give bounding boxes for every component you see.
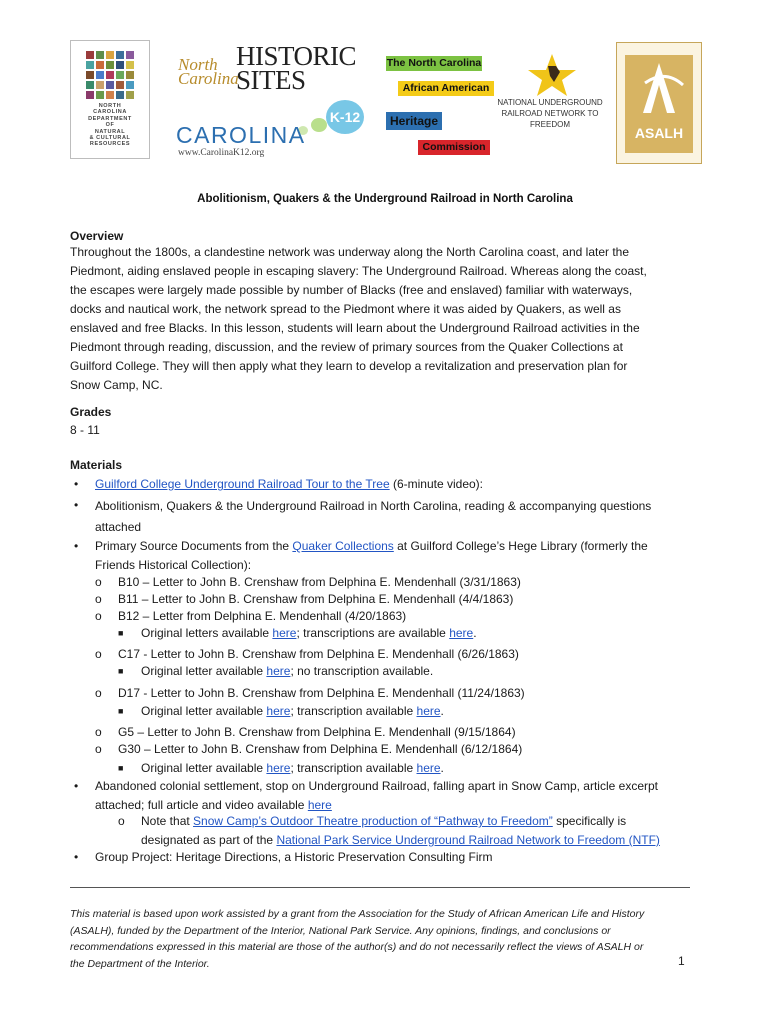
list-item-text: Abandoned colonial settlement, stop on Underground Railroad, falling apart in Snow Camp, article excerpt [95,779,658,793]
sub-sub-text: Original letter available [141,761,267,775]
list-item [95,777,658,815]
footer-disclaimer [70,906,690,972]
sub-sub-item [141,662,433,681]
circle-bullet-icon: o [95,609,102,623]
c17-letter-link[interactable]: here [266,664,291,678]
sub-sub-text: Original letters available [141,626,273,640]
sub-sub-item [141,759,444,778]
bullet-icon: • [74,850,79,864]
d17-letter-link[interactable]: here [266,704,291,718]
sub-item-c17: C17 - Letter to John B. Crenshaw from Delphina E. Mendenhall (6/26/1863) [118,647,519,661]
sub-sub-text: . [440,704,444,718]
overview-line: Snow Camp, NC. [70,378,163,392]
aahc-logo-line: African American [398,81,494,96]
overview-line: docks and nautical work, the network spread to the Piedmont where it was aided by Quakers, as well as [70,302,621,316]
list-item [95,537,648,575]
asalh-text: ASALH [634,125,684,141]
materials-heading: Materials [70,458,123,472]
sub-sub-text: ; transcription available [290,761,417,775]
note-item [141,812,660,850]
quaker-collections-link[interactable]: Quaker Collections [292,539,394,553]
ncdnr-line: OF [105,122,115,129]
ncdnr-line: CAROLINA [93,109,127,116]
page-number: 1 [678,954,685,968]
sub-item-g30: G30 – Letter to John B. Crenshaw from Delphina E. Mendenhall (6/12/1864) [118,742,523,756]
ncdnr-line: NORTH [98,103,122,109]
circle-bullet-icon: o [95,647,102,661]
bullet-icon: • [74,779,79,793]
nps-ntf-link[interactable]: National Park Service Underground Railroad Network to Freedom (NTF) [276,833,660,847]
bubble-icon [311,118,327,132]
g30-letter-link[interactable]: here [266,761,291,775]
ncdnr-logo [70,40,150,159]
sub-sub-text: Original letter available [141,704,267,718]
tour-video-link[interactable]: Guilford College Underground Railroad Tour to the Tree [95,477,390,491]
sub-sub-text: . [473,626,477,640]
overview-line: Piedmont through reading, discussion, and the review of primary sources from the Quaker Collections at [70,340,623,354]
historic-sites-text: HISTORIC SITES [236,41,357,95]
sub-item-b10: B10 – Letter to John B. Crenshaw from Delphina E. Mendenhall (3/31/1863) [118,575,521,589]
sub-item-b12: B12 – Letter from Delphina E. Mendenhall (4/20/1863) [118,609,407,623]
b12-letters-link[interactable]: here [272,626,297,640]
list-item [95,475,483,494]
bullet-icon: • [74,477,79,491]
list-item [95,496,651,538]
pathway-to-freedom-link[interactable]: Snow Camp’s Outdoor Theatre production of “Pathway to Freedom” [193,814,553,828]
list-item-text: attached [95,520,142,534]
historic-nc-text: North Carolina [178,55,239,88]
b12-transcriptions-link[interactable]: here [449,626,474,640]
sub-sub-text: ; transcription available [290,704,417,718]
note-text: Note that [141,814,194,828]
list-item-text: Friends Historical Collection): [95,558,252,572]
bullet-icon: • [74,498,79,512]
list-item-text: at Guilford College’s Hege Library (formerly the [393,539,648,553]
overview-line: enslaved and free Blacks. In this lesson, students will learn about the Underground Railroad activities in the [70,321,640,335]
circle-bullet-icon: o [95,686,102,700]
ncdnr-mosaic-icon [86,51,134,99]
ugrr-text: NATIONAL UNDERGROUND RAILROAD NETWORK TO FREEDOM [497,98,603,129]
list-item: Group Project: Heritage Directions, a Historic Preservation Consulting Firm [95,850,493,864]
footer-divider [70,887,690,888]
list-item-text: Abolitionism, Quakers & the Underground Railroad in North Carolina, reading & accompanying questions [95,499,652,513]
square-bullet-icon: ■ [118,628,124,638]
list-item-text: (6-minute video): [389,477,483,491]
overview-line: Guilford College. They will then apply what they learn to develop a revitalization and preservation plan for [70,359,628,373]
ugrr-network-logo [490,52,610,142]
circle-bullet-icon: o [95,575,102,589]
ncdnr-line: RESOURCES [89,141,131,148]
asalh-logo [616,42,702,164]
asalh-emblem-icon [625,55,693,125]
aahc-logo-line: Heritage [386,112,442,130]
ncdnr-line: DEPARTMENT [88,115,132,122]
circle-bullet-icon: o [95,742,102,756]
overview-line: the escapes were largely made possible by number of Blacks (free and enslaved) familiar with waterways, [70,283,633,297]
carolina-text: CAROLINA [176,122,306,148]
sub-sub-item [141,624,477,643]
footer-line: This material is based upon work assisted by a grant from the Association for the Study of African American Life and History [70,908,645,920]
square-bullet-icon: ■ [118,706,124,716]
overview-heading: Overview [70,229,124,243]
note-text: specifically is [552,814,627,828]
k12-url: www.CarolinaK12.org [178,148,265,158]
note-text: designated as part of the [141,833,277,847]
overview-paragraph [70,243,700,395]
sub-item-g5: G5 – Letter to John B. Crenshaw from Delphina E. Mendenhall (9/15/1864) [118,725,516,739]
sub-sub-item [141,702,444,721]
ncdnr-line: & CULTURAL [89,135,131,142]
star-icon [490,52,610,98]
overview-line: Piedmont, aiding enslaved people in escaping slavery: The Underground Railroad. Whereas along the coast, [70,264,647,278]
footer-line: (ASALH), funded by the Department of the Interior, National Park Service. Any opinions, findings, and conclusions or [70,924,611,937]
footer-line: the Department of the Interior. [70,957,210,970]
nc-historic-sites-logo [178,41,358,95]
grades-heading: Grades [70,405,112,419]
square-bullet-icon: ■ [118,666,124,676]
ncdnr-line: NATURAL [94,128,126,135]
list-item-text: Primary Source Documents from the [95,539,293,553]
d17-transcription-link[interactable]: here [416,704,441,718]
circle-bullet-icon: o [95,592,102,606]
overview-line: Throughout the 1800s, a clandestine network was underway along the North Carolina coast, and later the [70,245,630,259]
circle-bullet-icon: o [95,725,102,739]
sub-sub-text: Original letter available [141,664,267,678]
document-title: Abolitionism, Quakers & the Underground Railroad in North Carolina [197,193,573,205]
circle-bullet-icon: o [118,814,125,828]
sub-item-b11: B11 – Letter to John B. Crenshaw from Delphina E. Mendenhall (4/4/1863) [118,592,514,606]
snow-camp-article-link[interactable]: here [307,798,332,812]
sub-item-d17: D17 - Letter to John B. Crenshaw from Delphina E. Mendenhall (11/24/1863) [118,686,525,700]
carolina-k12-logo [176,100,376,162]
aahc-logo-line: The North Carolina [386,57,482,69]
footer-line: recommendations expressed in this material are those of the author(s) and do not necessarily reflect the views of ASALH or [70,941,644,953]
square-bullet-icon: ■ [118,763,124,773]
list-item-text: attached; full article and video available [95,798,308,812]
sub-sub-text: . [440,761,444,775]
k12-bubble: K-12 [326,100,364,134]
bullet-icon: • [74,539,79,553]
g30-transcription-link[interactable]: here [416,761,441,775]
aahc-logo-line: Commission [418,140,490,155]
sub-sub-text: ; transcriptions are available [296,626,450,640]
sub-sub-text: ; no transcription available. [290,664,434,678]
grades-value: 8 - 11 [70,423,100,437]
